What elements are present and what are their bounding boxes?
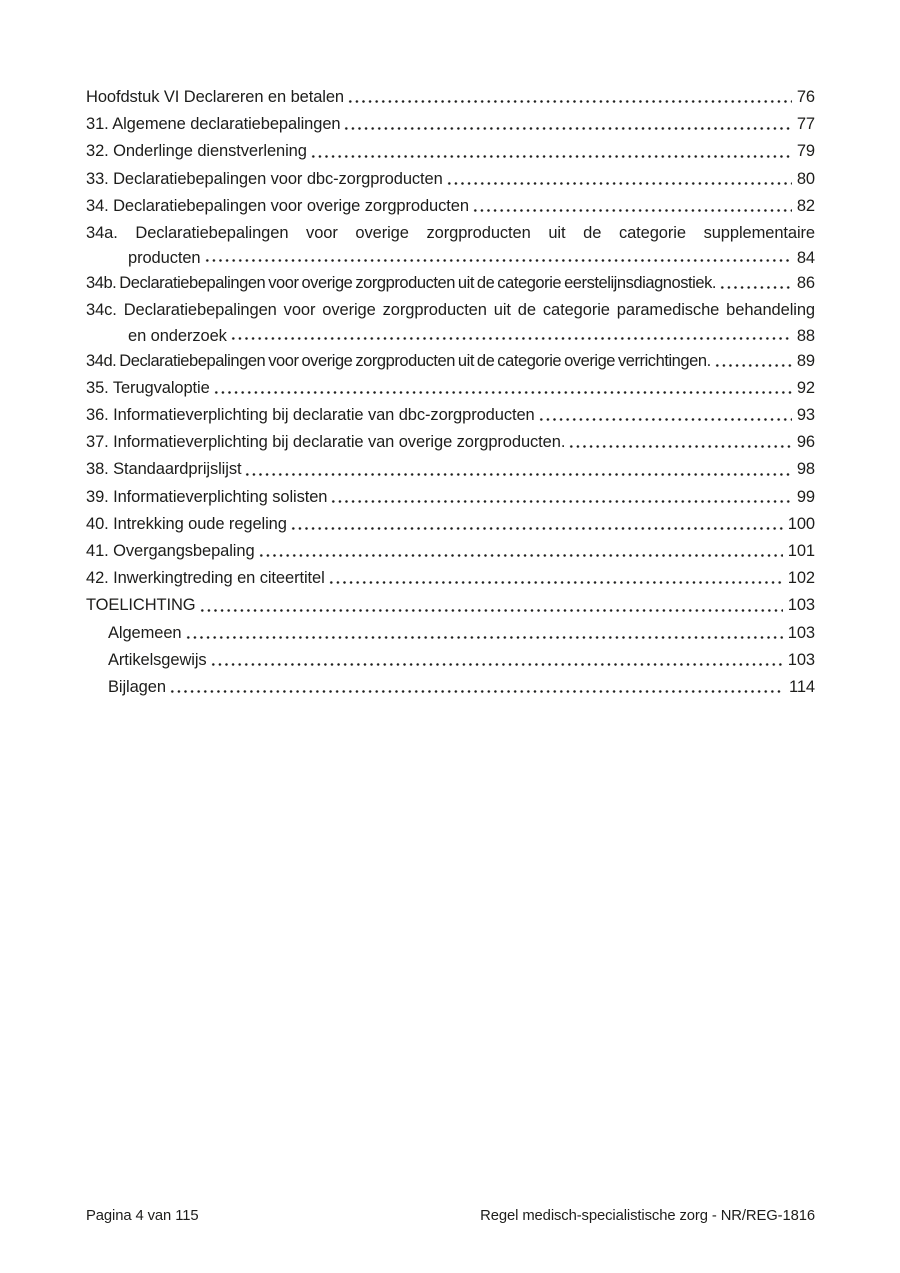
toc-leader-dots xyxy=(185,620,783,647)
toc-entry-page-number: 77 xyxy=(796,115,815,134)
toc-leader-dots xyxy=(330,484,791,511)
toc-leader-dots xyxy=(568,429,792,456)
toc-leader-dots xyxy=(472,193,792,220)
toc-entry-label: 40. Intrekking oude regeling xyxy=(86,514,287,533)
toc-entry-page-number: 100 xyxy=(787,514,815,533)
toc-entry-page-number: 102 xyxy=(787,569,815,588)
toc-leader-dots xyxy=(213,375,792,402)
toc-entry-label: 35. Terugvaloptie xyxy=(86,378,210,397)
toc-entry xyxy=(86,484,815,511)
toc-leader-dots xyxy=(714,348,792,375)
toc-entry-page-number: 96 xyxy=(796,433,815,452)
toc-entry xyxy=(86,674,815,701)
toc-entry xyxy=(86,193,815,220)
toc-entry-label: Algemeen xyxy=(108,623,182,642)
toc-entry-label: 36. Informatieverplichting bij declaratie van dbc-zorgproducten xyxy=(86,406,535,425)
toc-leader-dots xyxy=(258,538,783,565)
toc-entry xyxy=(86,647,815,674)
toc-entry-continuation xyxy=(86,325,815,348)
toc-entry-page-number: 103 xyxy=(787,650,815,669)
toc-entry-page-number: 101 xyxy=(787,542,815,561)
toc-entry-page-number: 114 xyxy=(788,678,815,697)
toc-leader-dots xyxy=(169,674,784,701)
toc-entry-page-number: 79 xyxy=(796,142,815,161)
toc-entry xyxy=(86,565,815,592)
toc-entry xyxy=(86,538,815,565)
toc-entry-label: 32. Onderlinge dienstverlening xyxy=(86,142,307,161)
toc-leader-dots xyxy=(290,511,783,538)
toc-entry xyxy=(86,138,815,165)
toc-entry-page-number: 80 xyxy=(796,169,815,188)
toc-entry xyxy=(86,111,815,138)
toc-entry-label: Artikelsgewijs xyxy=(108,650,207,669)
toc-entry xyxy=(86,375,815,402)
toc-entry-label: 38. Standaardprijslijst xyxy=(86,460,242,479)
toc-entry xyxy=(86,456,815,483)
toc-entry-label: 39. Informatieverplichting solisten xyxy=(86,487,328,506)
toc-entry xyxy=(86,297,815,347)
toc-entry-page-number: 103 xyxy=(787,623,815,642)
toc-leader-dots xyxy=(538,402,792,429)
toc-entry-line1: 34c. Declaratiebepalingen voor overige zorgproducten uit de categorie paramedische behandeling xyxy=(86,301,815,320)
toc-entry-page-number: 76 xyxy=(796,88,815,106)
toc-leader-dots xyxy=(310,138,792,165)
toc-entry-label: 37. Informatieverplichting bij declaratie van overige zorgproducten. xyxy=(86,433,566,452)
toc-entry-page-number: 89 xyxy=(796,351,815,370)
toc-entry-label: 34b. Declaratiebepalingen voor overige zorgproducten uit de categorie eerstelijnsdiagnostiek. xyxy=(86,274,717,293)
toc-leader-dots xyxy=(204,247,792,270)
toc-entry xyxy=(86,402,815,429)
toc-leader-dots xyxy=(210,647,783,674)
toc-entry xyxy=(86,592,815,619)
footer-page-indicator: Pagina 4 van 115 xyxy=(86,1208,199,1224)
toc-entry xyxy=(86,270,815,297)
toc-entry xyxy=(86,511,815,538)
toc-leader-dots xyxy=(446,166,792,193)
toc-entry-label: TOELICHTING xyxy=(86,596,196,615)
toc-entry-line1: 34a. Declaratiebepalingen voor overige zorgproducten uit de categorie supplementaire xyxy=(86,224,815,243)
toc-leader-dots xyxy=(343,111,791,138)
page-footer xyxy=(86,1206,815,1226)
toc-entry-page-number: 93 xyxy=(796,406,815,425)
toc-entry-label: 34d. Declaratiebepalingen voor overige zorgproducten uit de categorie overige verrichtingen. xyxy=(86,351,711,370)
toc-entry-page-number: 82 xyxy=(796,196,815,215)
toc-entry xyxy=(86,84,815,111)
toc-leader-dots xyxy=(347,84,792,111)
toc-entry-label: producten xyxy=(128,249,201,268)
toc-entry-page-number: 86 xyxy=(796,274,815,293)
toc-entry-label: 31. Algemene declaratiebepalingen xyxy=(86,115,341,134)
toc-entry-page-number: 98 xyxy=(796,460,815,479)
toc-entry-page-number: 88 xyxy=(796,326,815,345)
toc-entry-page-number: 103 xyxy=(787,596,815,615)
toc-leader-dots xyxy=(328,565,783,592)
toc-leader-dots xyxy=(230,325,792,348)
toc-entry-page-number: 84 xyxy=(796,249,815,268)
toc-entry-label: 34. Declaratiebepalingen voor overige zorgproducten xyxy=(86,196,469,215)
toc-entry xyxy=(86,620,815,647)
toc-entry-page-number: 92 xyxy=(796,378,815,397)
toc-entry xyxy=(86,166,815,193)
toc-entry-label: 41. Overgangsbepaling xyxy=(86,542,255,561)
toc-entry xyxy=(86,348,815,375)
toc-entry-label: 33. Declaratiebepalingen voor dbc-zorgproducten xyxy=(86,169,443,188)
toc-entry-label: Hoofdstuk VI Declareren en betalen xyxy=(86,88,345,106)
toc-list xyxy=(86,84,815,701)
toc-entry-page-number: 99 xyxy=(796,487,815,506)
toc-entry-label: Bijlagen xyxy=(108,678,166,697)
toc-entry-label: en onderzoek xyxy=(128,326,227,345)
toc-entry-label: 42. Inwerkingtreding en citeertitel xyxy=(86,569,325,588)
toc-entry-continuation xyxy=(86,247,815,270)
footer-document-title: Regel medisch-specialistische zorg - NR/REG-1816 xyxy=(480,1208,815,1224)
toc-entry xyxy=(86,220,815,270)
toc-leader-dots xyxy=(199,592,783,619)
toc-leader-dots xyxy=(719,270,792,297)
toc-leader-dots xyxy=(244,456,791,483)
toc-entry xyxy=(86,429,815,456)
